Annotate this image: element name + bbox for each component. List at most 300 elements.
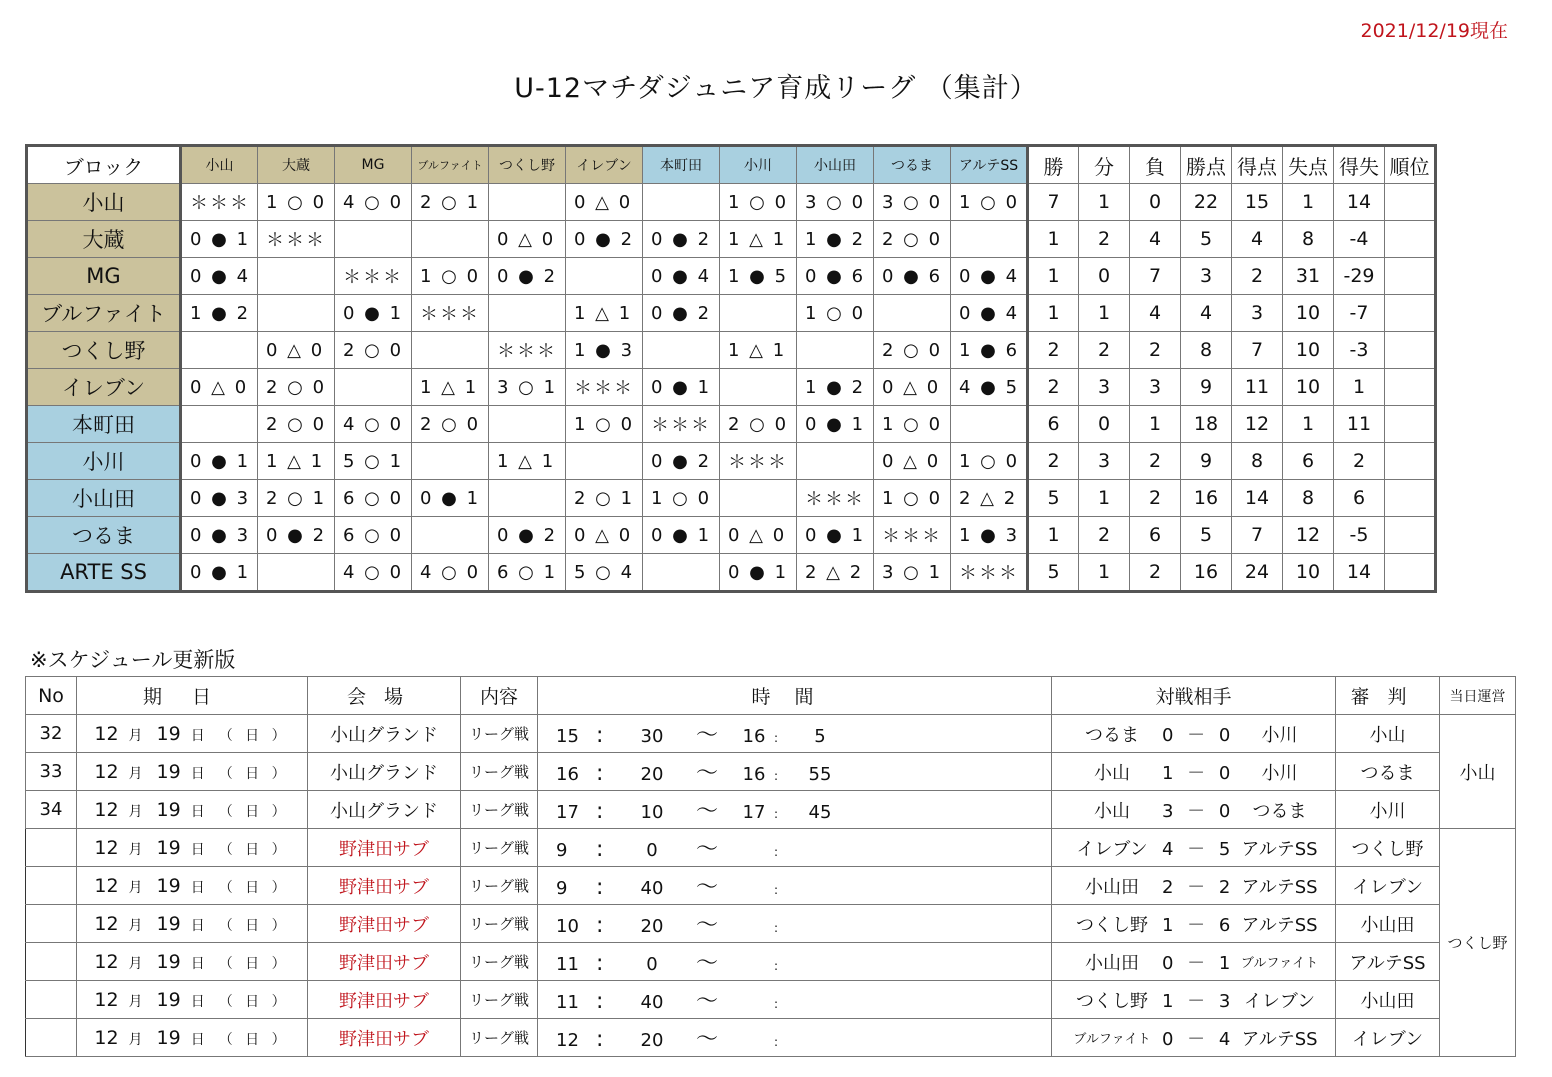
day: 19 [156,1026,181,1049]
match-result: 1 ○ 0 [258,184,335,221]
start-hour: 17 [556,802,579,823]
time-colon: : [596,951,604,976]
stat-value: 16 [1181,554,1232,592]
team-b: アルテSS [1241,838,1318,860]
match-result: 0 ● 1 [797,406,874,443]
match-number [26,905,77,943]
matchup [1052,905,1336,943]
block-header: ブロック [27,146,181,184]
match-result: 2 ○ 0 [335,332,412,369]
day: 19 [156,760,181,783]
month-unit: 月 [128,917,143,934]
match-result: ＊＊＊ [489,332,566,369]
team-b: ブルファイト [1240,956,1319,971]
opponent-header: MG [335,146,412,184]
match-result [412,443,489,480]
match-result: 0 ● 4 [951,258,1028,295]
match-result: 5 ○ 4 [566,554,643,592]
team-a: イレブン [1076,838,1148,860]
team-name: イレブン [27,369,181,406]
day: 19 [156,836,181,859]
match-result [643,332,720,369]
stat-value: 15 [1232,184,1283,221]
stat-value: 9 [1181,443,1232,480]
start-minute: 40 [640,992,664,1013]
team-a: つくし野 [1076,914,1148,936]
date-header: 期日 [77,677,308,715]
match-result [489,480,566,517]
end-hour: 16 [742,764,766,785]
matchup [1052,753,1336,791]
start-hour: 9 [556,840,568,861]
match-date [77,829,308,867]
standings-row [27,406,1436,443]
standings-row [27,554,1436,592]
match-type: リーグ戦 [461,829,538,867]
stat-header: 負 [1130,146,1181,184]
match-result [566,443,643,480]
standings-row [27,517,1436,554]
month: 12 [94,798,119,821]
stat-value: 3 [1232,295,1283,332]
weekday: （ 日 ） [218,1031,290,1048]
match-result [874,295,951,332]
match-result [489,184,566,221]
month: 12 [94,874,119,897]
match-date [77,943,308,981]
month: 12 [94,722,119,745]
match-number [26,1019,77,1057]
tilde: 〜 [695,1027,718,1052]
match-number [26,943,77,981]
standings-row [27,443,1436,480]
stat-value: 6 [1028,406,1079,443]
stat-value: 1 [1283,406,1334,443]
time-colon: : [774,959,779,973]
venue: 野津田サブ [308,829,461,867]
stat-value [1385,221,1436,258]
month-unit: 月 [128,727,143,744]
match-result: 2 △ 2 [951,480,1028,517]
match-result: 1 △ 1 [489,443,566,480]
match-result: 3 ○ 0 [874,184,951,221]
opponent-header: 本町田 [643,146,720,184]
stat-value: 22 [1181,184,1232,221]
stat-value: 1 [1028,258,1079,295]
match-result: 0 ● 2 [489,517,566,554]
match-time [538,905,1052,943]
match-result: 4 ○ 0 [335,554,412,592]
schedule-row [26,867,1516,905]
standings-row [27,221,1436,258]
stat-value: 2 [1130,554,1181,592]
matchup [1052,867,1336,905]
stat-value: 10 [1283,332,1334,369]
day-unit: 日 [190,917,205,934]
stat-value: 8 [1283,480,1334,517]
match-date [77,867,308,905]
stat-value: 10 [1283,554,1334,592]
match-result: 1 ○ 0 [874,406,951,443]
weekday: （ 日 ） [218,917,290,934]
stat-value: 24 [1232,554,1283,592]
matchup-inner [1052,721,1335,747]
match-result [720,369,797,406]
match-result: 1 △ 1 [258,443,335,480]
match-result: 1 ● 3 [951,517,1028,554]
start-hour: 15 [556,726,579,747]
match-result [489,295,566,332]
referee: 小川 [1336,791,1440,829]
stat-value: 14 [1334,554,1385,592]
match-result: 1 ● 6 [951,332,1028,369]
match-result: 0 ● 2 [643,221,720,258]
match-score: 0 － 4 [1162,1028,1235,1050]
month: 12 [94,836,119,859]
referee-header: 審判 [1336,677,1440,715]
match-result: 1 △ 1 [720,332,797,369]
start-hour: 11 [556,954,579,975]
match-result: 0 ● 1 [797,517,874,554]
match-result: 0 ● 2 [258,517,335,554]
match-result [720,480,797,517]
time-colon: : [774,1035,779,1049]
match-time [538,1019,1052,1057]
match-result [412,221,489,258]
match-result: 1 △ 1 [566,295,643,332]
opponent-header: 小山 [181,146,258,184]
match-result: 0 △ 0 [566,517,643,554]
matchup-inner [1052,911,1335,937]
match-time [538,867,1052,905]
time-colon: : [774,769,779,783]
team-name: 本町田 [27,406,181,443]
team-b: つるま [1252,800,1307,822]
end-hour: 16 [742,726,766,747]
time-colon: : [596,761,604,786]
operator: 小山 [1440,715,1516,829]
match-score: 1 － 3 [1162,990,1235,1012]
standings-row [27,332,1436,369]
opponent-header: つるま [874,146,951,184]
match-header: 対戦相手 [1052,677,1336,715]
match-result [181,406,258,443]
referee: 小山田 [1336,905,1440,943]
match-result: 0 ● 6 [874,258,951,295]
team-a: 小山 [1094,762,1130,784]
match-result: ＊＊＊ [335,258,412,295]
match-number: 34 [26,791,77,829]
stat-value: 1 [1028,295,1079,332]
stat-value: 2 [1130,332,1181,369]
match-date [77,791,308,829]
match-result: 2 ○ 1 [566,480,643,517]
team-name: MG [27,258,181,295]
schedule-row [26,981,1516,1019]
matchup [1052,715,1336,753]
match-score: 4 － 5 [1162,838,1235,860]
match-result: 1 ● 5 [720,258,797,295]
match-result: ＊＊＊ [181,184,258,221]
match-date [77,753,308,791]
tilde: 〜 [695,989,718,1014]
day-unit: 日 [190,765,205,782]
schedule-row [26,1019,1516,1057]
match-result: 0 ● 3 [181,517,258,554]
page-title: U-12マチダジュニア育成リーグ （集計） [514,73,1038,104]
time-colon: : [596,989,604,1014]
match-result: 0 △ 0 [566,184,643,221]
match-date [77,715,308,753]
stat-value: 12 [1283,517,1334,554]
month: 12 [94,1026,119,1049]
team-name: 小山 [27,184,181,221]
day: 19 [156,874,181,897]
matchup [1052,943,1336,981]
match-type: リーグ戦 [461,753,538,791]
operator-header: 当日運営 [1440,677,1516,715]
match-result: 5 ○ 1 [335,443,412,480]
time-header: 時間 [538,677,1052,715]
time-colon: : [596,837,604,862]
match-result: 0 ● 1 [181,443,258,480]
match-result: 0 ● 2 [489,258,566,295]
referee: つるま [1336,753,1440,791]
match-result [797,332,874,369]
match-result: 1 ○ 0 [951,184,1028,221]
standings-row [27,295,1436,332]
match-result [335,221,412,258]
match-result: 2 △ 2 [797,554,874,592]
stat-value: 18 [1181,406,1232,443]
match-result: 3 ○ 1 [874,554,951,592]
match-result: 1 △ 1 [720,221,797,258]
match-result: 1 ○ 0 [874,480,951,517]
end-minute: 5 [814,726,826,747]
tilde: 〜 [695,761,718,786]
start-minute: 10 [640,802,664,823]
tilde: 〜 [695,875,718,900]
match-result [258,554,335,592]
stat-value: 7 [1028,184,1079,221]
month-unit: 月 [128,879,143,896]
match-result: 0 △ 0 [258,332,335,369]
match-result: 0 ● 2 [566,221,643,258]
stat-header: 失点 [1283,146,1334,184]
team-a: つくし野 [1076,990,1148,1012]
match-result: 2 ○ 0 [412,406,489,443]
schedule-row [26,829,1516,867]
time-colon: : [774,997,779,1011]
match-result: 4 ○ 0 [335,406,412,443]
stat-value: 2 [1079,221,1130,258]
month-unit: 月 [128,765,143,782]
match-time [538,753,1052,791]
stat-value: 31 [1283,258,1334,295]
match-result: 0 △ 0 [181,369,258,406]
stat-value: 14 [1334,184,1385,221]
venue: 野津田サブ [308,867,461,905]
start-minute: 20 [640,916,664,937]
venue: 野津田サブ [308,1019,461,1057]
month: 12 [94,988,119,1011]
match-type: リーグ戦 [461,905,538,943]
stat-value: -5 [1334,517,1385,554]
venue: 野津田サブ [308,981,461,1019]
time-colon: : [774,731,779,745]
match-result: 4 ○ 0 [412,554,489,592]
stat-value: 5 [1181,517,1232,554]
start-minute: 30 [640,726,664,747]
opponent-header: 小川 [720,146,797,184]
match-result: 1 ○ 0 [643,480,720,517]
stat-value: 2 [1028,369,1079,406]
match-time [538,715,1052,753]
match-result [951,406,1028,443]
stat-value: 2 [1079,332,1130,369]
stat-value: 3 [1181,258,1232,295]
tilde: 〜 [695,951,718,976]
team-a: つるま [1085,724,1139,746]
match-result [412,517,489,554]
match-result: 1 ● 2 [181,295,258,332]
day: 19 [156,988,181,1011]
match-result: 0 ● 2 [643,443,720,480]
stat-value [1385,295,1436,332]
stat-value: 1 [1079,554,1130,592]
match-time [538,791,1052,829]
stat-value [1385,258,1436,295]
match-date [77,1019,308,1057]
stat-value: 1 [1334,369,1385,406]
stat-value: 5 [1181,221,1232,258]
stat-value [1385,406,1436,443]
referee: 小山田 [1336,981,1440,1019]
stat-value: -7 [1334,295,1385,332]
day-unit: 日 [190,1031,205,1048]
match-result: 1 ○ 0 [951,443,1028,480]
match-result [951,221,1028,258]
time-colon: : [774,883,779,897]
standings-row [27,480,1436,517]
match-type: リーグ戦 [461,1019,538,1057]
match-result: ＊＊＊ [874,517,951,554]
stat-value: 7 [1232,517,1283,554]
opponent-header: つくし野 [489,146,566,184]
match-result: 0 △ 0 [489,221,566,258]
start-minute: 20 [640,764,664,785]
matchup [1052,791,1336,829]
weekday: （ 日 ） [218,993,290,1010]
stat-header: 勝点 [1181,146,1232,184]
match-result: 0 ● 2 [643,295,720,332]
match-result: 0 △ 0 [720,517,797,554]
stat-value: 11 [1334,406,1385,443]
day-unit: 日 [190,727,205,744]
opponent-header: ブルファイト [412,146,489,184]
stat-header: 勝 [1028,146,1079,184]
month-unit: 月 [128,1031,143,1048]
stat-value: 7 [1232,332,1283,369]
venue: 小山グランド [308,753,461,791]
match-result: 0 ● 1 [643,517,720,554]
stat-value: 9 [1181,369,1232,406]
team-a: 小山田 [1085,952,1139,974]
as-of-date: 2021/12/19現在 [1360,20,1508,42]
match-result [720,295,797,332]
schedule-row [26,943,1516,981]
match-result: ＊＊＊ [258,221,335,258]
start-hour: 9 [556,878,568,899]
end-minute: 55 [808,764,832,785]
stat-value: 0 [1079,406,1130,443]
team-a: 小山田 [1085,876,1139,898]
match-date [77,981,308,1019]
stat-value: 0 [1130,184,1181,221]
stat-value: 0 [1079,258,1130,295]
match-result [181,332,258,369]
start-minute: 0 [646,954,658,975]
no-header: No [26,677,77,715]
standings-table [25,144,1437,593]
stat-value: 2 [1334,443,1385,480]
match-time [538,981,1052,1019]
team-a: 小山 [1094,800,1130,822]
match-type: リーグ戦 [461,791,538,829]
match-result [566,258,643,295]
stat-value: 2 [1130,443,1181,480]
stat-value: 12 [1232,406,1283,443]
matchup-inner [1052,873,1335,899]
venue: 野津田サブ [308,905,461,943]
operator: つくし野 [1440,829,1516,1057]
stat-value [1385,554,1436,592]
match-result: 1 ● 2 [797,221,874,258]
match-result: 2 ○ 0 [258,406,335,443]
match-result: 1 ○ 0 [566,406,643,443]
team-name: つくし野 [27,332,181,369]
start-hour: 11 [556,992,579,1013]
venue-header: 会場 [308,677,461,715]
month-unit: 月 [128,955,143,972]
match-result: 4 ○ 0 [335,184,412,221]
tilde: 〜 [695,913,718,938]
team-b: 小川 [1261,762,1298,784]
opponent-header: アルテSS [951,146,1028,184]
team-name: ブルファイト [27,295,181,332]
match-result: 6 ○ 0 [335,517,412,554]
stat-header: 得失 [1334,146,1385,184]
stat-value: -3 [1334,332,1385,369]
match-result: 0 ● 1 [412,480,489,517]
match-result: 4 ● 5 [951,369,1028,406]
match-result: 3 ○ 0 [797,184,874,221]
match-type: リーグ戦 [461,981,538,1019]
match-result: 1 ● 2 [797,369,874,406]
match-result: 0 ● 4 [643,258,720,295]
matchup-inner [1052,987,1335,1013]
match-result: 1 ○ 0 [797,295,874,332]
day: 19 [156,722,181,745]
referee: つくし野 [1336,829,1440,867]
day: 19 [156,912,181,935]
team-name: つるま [27,517,181,554]
match-result: 0 ● 4 [181,258,258,295]
match-date [77,905,308,943]
stat-value: 1 [1079,184,1130,221]
schedule-row [26,715,1516,753]
team-name: 小川 [27,443,181,480]
